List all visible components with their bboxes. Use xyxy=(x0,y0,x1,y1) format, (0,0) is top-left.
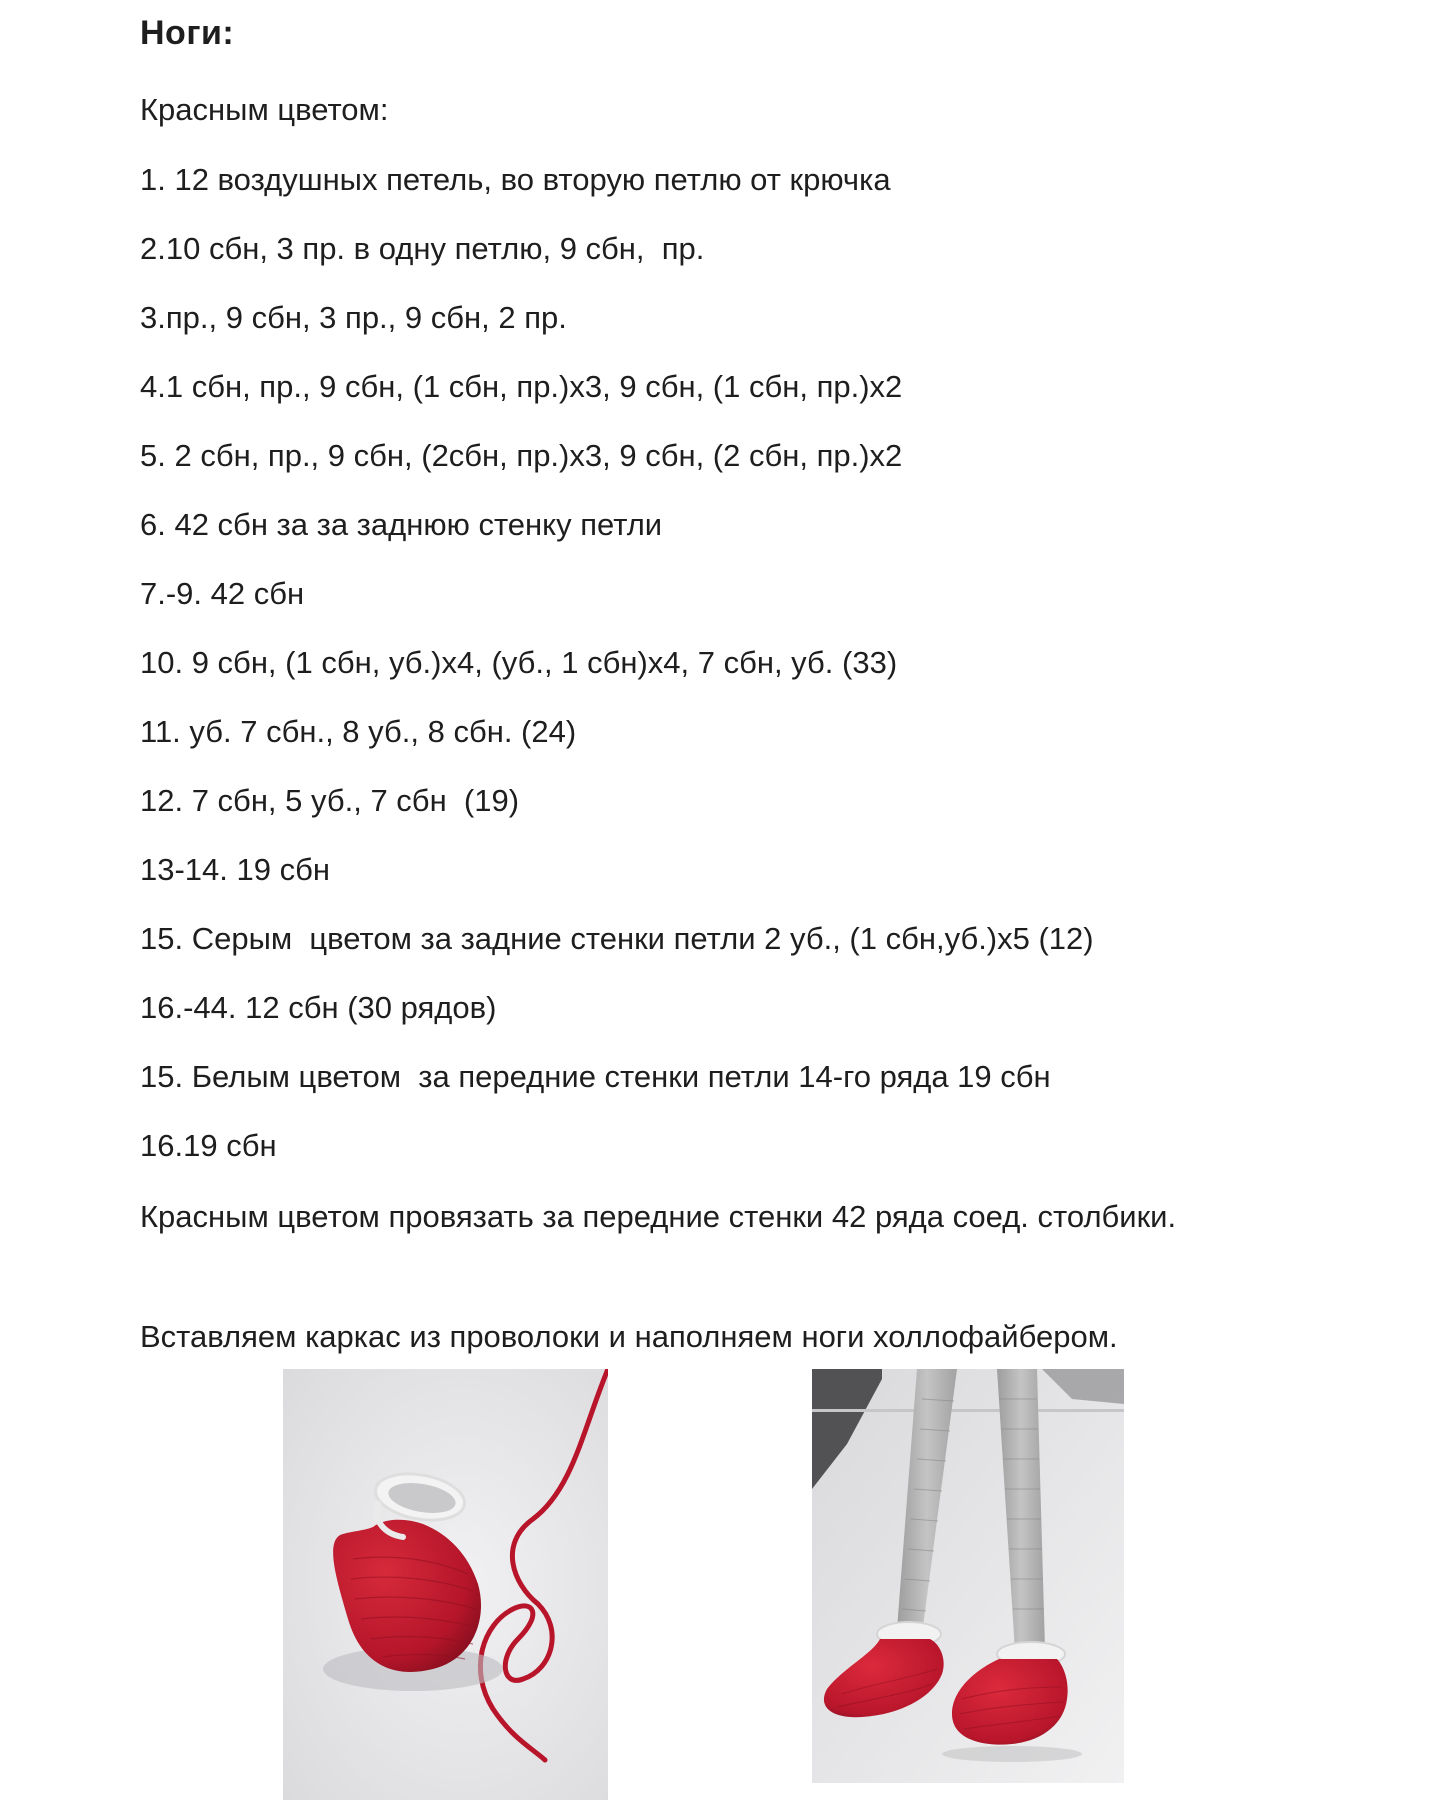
pattern-row: 5. 2 сбн, пр., 9 сбн, (2сбн, пр.)х3, 9 сбн, (2 сбн, пр.)х2 xyxy=(140,438,903,473)
pattern-row: 11. уб. 7 сбн., 8 уб., 8 сбн. (24) xyxy=(140,714,577,749)
pattern-row: 6. 42 сбн за за заднюю стенку петли xyxy=(140,507,663,542)
pattern-row: 3.пр., 9 сбн, 3 пр., 9 сбн, 2 пр. xyxy=(140,300,567,335)
color-instruction: Красным цветом: xyxy=(140,92,389,127)
pattern-row: 16.-44. 12 сбн (30 рядов) xyxy=(140,990,497,1025)
stuffing-instruction: Вставляем каркас из проволоки и наполняем ноги холлофайбером. xyxy=(140,1319,1118,1354)
finishing-instruction: Красным цветом провязать за передние стенки 42 ряда соед. столбики. xyxy=(140,1199,1177,1234)
red-crochet-shoe-photo xyxy=(283,1369,608,1800)
crocheted-legs-with-red-shoes-photo xyxy=(812,1369,1124,1783)
pattern-row: 7.-9. 42 сбн xyxy=(140,576,305,611)
pattern-row: 4.1 сбн, пр., 9 сбн, (1 сбн, пр.)х3, 9 сбн, (1 сбн, пр.)х2 xyxy=(140,369,903,404)
pattern-row: 1. 12 воздушных петель, во вторую петлю от крючка xyxy=(140,162,891,197)
legs-illustration xyxy=(812,1369,1124,1783)
pattern-row: 15. Белым цветом за передние стенки петли 14-го ряда 19 сбн xyxy=(140,1059,1051,1094)
pattern-row: 2.10 сбн, 3 пр. в одну петлю, 9 сбн, пр. xyxy=(140,231,705,266)
pattern-row: 12. 7 сбн, 5 уб., 7 сбн (19) xyxy=(140,783,520,818)
pattern-row: 16.19 сбн xyxy=(140,1128,277,1163)
pattern-row: 15. Серым цветом за задние стенки петли 2 уб., (1 сбн,уб.)х5 (12) xyxy=(140,921,1094,956)
shoe-illustration xyxy=(283,1369,608,1800)
section-title: Ноги: xyxy=(140,14,235,52)
pattern-row: 10. 9 сбн, (1 сбн, уб.)х4, (уб., 1 сбн)х4, 7 сбн, уб. (33) xyxy=(140,645,898,680)
pattern-row: 13-14. 19 сбн xyxy=(140,852,330,887)
row-list xyxy=(140,160,1094,1195)
